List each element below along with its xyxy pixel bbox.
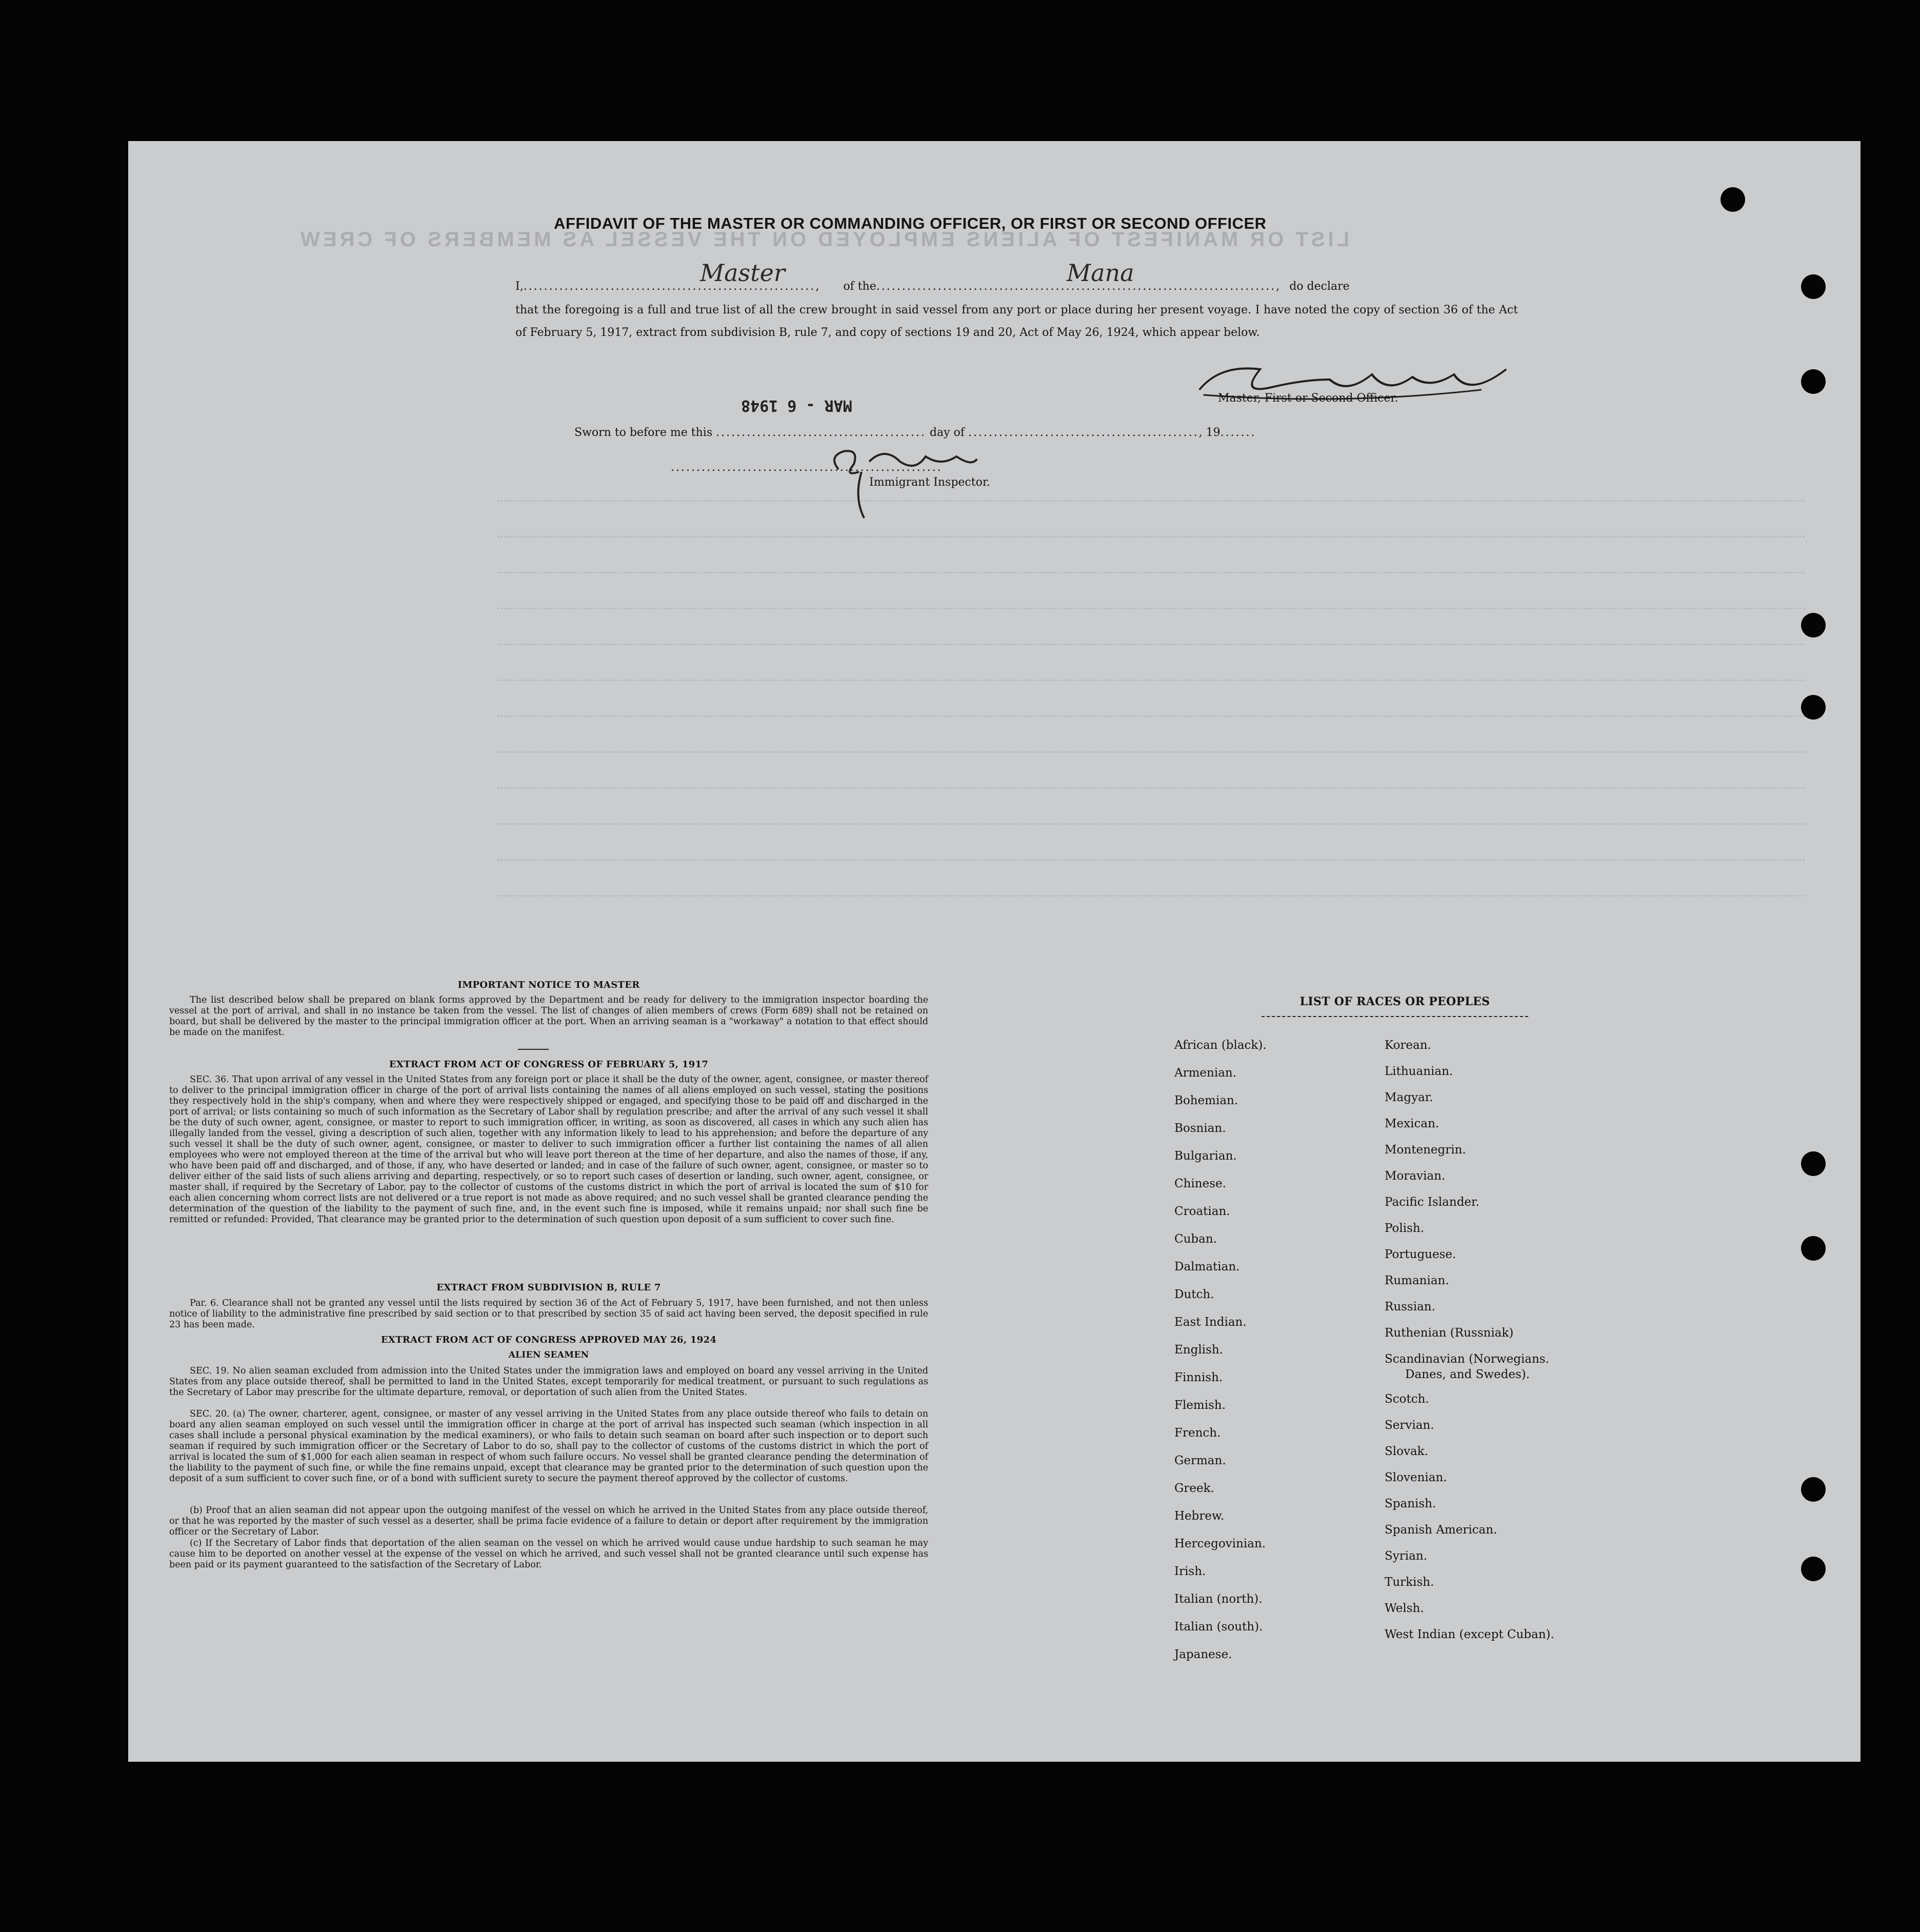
notice-body: The list described below shall be prepared on blank forms approved by the Department and be ready for delivery to the immigration inspector boarding the vessel at the port of arrival, and shall in no instance be taken from the vessel. The list of changes of alien members of crews (Form 689) shall not be retained on board, but shall be delivered by the master to the principal immigration officer at the port. When an arriving seaman is a "workaway" a notation to that effect should be made on the manifest.	[169, 995, 928, 1038]
race-item: Flemish.	[1174, 1399, 1226, 1412]
race-item: Spanish.	[1385, 1497, 1436, 1510]
affidavit-body: that the foregoing is a full and true list of all the crew brought in said vessel from any port or place during her present voyage. I have noted the copy of section 36 of the Act of February 5, 1917, extract from subdivision B, rule 7, and copy of sections 19 and 20, Act of May 26, 1924, which appear below.	[515, 304, 1518, 339]
sec19-body: SEC. 19. No alien seaman excluded from admission into the United States under the immigration laws and employed on board any vessel arriving in the United States from any place outside thereof, shall be permitted to land in the United States, except temporarily for medical treatment, or pursuant to such regulations as the Secretary of Labor may prescribe for the ultimate departure, removal, or deportation of such alien from the United States.	[169, 1366, 928, 1398]
handwritten-vessel-name: Mana	[1067, 259, 1134, 287]
race-item: English.	[1174, 1343, 1223, 1357]
race-item: Montenegrin.	[1385, 1143, 1466, 1157]
binder-hole	[1721, 187, 1745, 212]
race-item: Hercegovinian.	[1174, 1537, 1266, 1550]
race-item: Scandinavian (Norwegians.	[1385, 1352, 1549, 1366]
race-item: Russian.	[1385, 1300, 1435, 1313]
race-item: Servian.	[1385, 1419, 1434, 1432]
race-item: Bohemian.	[1174, 1094, 1238, 1107]
race-item: Italian (north).	[1174, 1592, 1263, 1606]
notice-title: IMPORTANT NOTICE TO MASTER	[457, 980, 640, 990]
race-item: Pacific Islander.	[1385, 1196, 1479, 1209]
sec20c-body: (c) If the Secretary of Labor finds that deportation of the alien seaman on the vessel on which he arrived would cause undue hardship to such seaman he may cause him to be deported on another vessel at the expense of the vessel on which he arrived, and such vessel shall not be granted clearance until such expense has been paid or its payment guaranteed to the satisfaction of the Secretary of Labor.	[169, 1538, 928, 1570]
binder-hole	[1801, 1236, 1826, 1261]
race-item: Italian (south).	[1174, 1620, 1263, 1634]
race-item: Chinese.	[1174, 1177, 1226, 1190]
binder-hole	[1801, 613, 1826, 638]
declarant-prefix: I,	[515, 280, 524, 293]
race-item: Turkish.	[1385, 1576, 1434, 1589]
bleed-through-title: LIST OR MANIFEST OF ALIENS EMPLOYED ON THE VESSEL AS MEMBERS OF CREW	[297, 228, 1350, 251]
race-item: Irish.	[1174, 1565, 1206, 1578]
race-item: French.	[1174, 1426, 1221, 1440]
date-stamp: MAR - 6 1948	[741, 396, 852, 414]
race-item: Dutch.	[1174, 1288, 1214, 1301]
race-item: Greek.	[1174, 1482, 1214, 1495]
sworn-year: 19	[1206, 426, 1221, 439]
sworn-day: day of	[929, 426, 965, 439]
races-title-rule	[1262, 1016, 1528, 1017]
inspector-line: .....................................................	[671, 461, 943, 474]
race-item: Syrian.	[1385, 1549, 1427, 1563]
sworn-prefix: Sworn to before me this	[574, 426, 713, 439]
binder-hole	[1801, 274, 1826, 299]
binder-hole	[1801, 1151, 1826, 1176]
race-item: Polish.	[1385, 1222, 1425, 1235]
race-item: Spanish American.	[1385, 1523, 1497, 1537]
inspector-caption: Immigrant Inspector.	[869, 476, 990, 489]
race-item: Rumanian.	[1385, 1274, 1449, 1287]
declare-suffix: do declare	[1289, 280, 1350, 293]
race-item: Slovenian.	[1385, 1471, 1447, 1484]
race-item: Scotch.	[1385, 1392, 1429, 1406]
race-item: Bosnian.	[1174, 1122, 1226, 1135]
race-item: Croatian.	[1174, 1205, 1230, 1218]
vessel-prefix: of the	[843, 280, 876, 293]
sec20b-body: (b) Proof that an alien seaman did not appear upon the outgoing manifest of the vessel on which he arrived in the United States from any place outside thereof, or that he was reported by the master of such vessel as a deserter, shall be prima facie evidence of a failure to detain or deport after requirement by the immigration officer or the Secretary of Labor.	[169, 1505, 928, 1537]
race-item: Moravian.	[1385, 1169, 1446, 1183]
race-item: Cuban.	[1174, 1232, 1217, 1246]
race-item: Ruthenian (Russniak)	[1385, 1326, 1514, 1340]
extract-rule7-body: Par. 6. Clearance shall not be granted any vessel until the lists required by section 36 of the Act of February 5, 1917, have been furnished, and not then unless notice of liability to the administrative fine prescribed by said section or to that prescribed by section 35 of said act having been served, the deposit specified in rule 23 has been made.	[169, 1298, 928, 1330]
race-item: Slovak.	[1385, 1445, 1428, 1458]
race-item: Hebrew.	[1174, 1509, 1225, 1523]
extract-1924-title: EXTRACT FROM ACT OF CONGRESS APPROVED MAY 26, 1924	[381, 1335, 717, 1345]
race-item: Magyar.	[1385, 1091, 1433, 1104]
race-item: Dalmatian.	[1174, 1260, 1240, 1273]
race-item: African (black).	[1174, 1039, 1267, 1052]
race-item: Portuguese.	[1385, 1248, 1456, 1261]
affidavit-declaration-line: I,........................................................., of the.............................................................................., do declare	[515, 280, 1350, 293]
race-item: Armenian.	[1174, 1066, 1237, 1080]
sec20a-body: SEC. 20. (a) The owner, charterer, agent, consignee, or master of any vessel arriving in the United States from any place outside thereof who fails to detain on board any alien seaman employed on such vessel until the immigration officer in charge at the port of arrival has inspected such seaman (which inspection in all cases shall include a personal physical examination by the medical examiners), or who fails to detain such seaman on board after such inspection or to deport such seaman if required by such immigration officer or the Secretary of Labor to do so, shall pay to the collector of customs of the customs district in which the port of arrival is located the sum of $1,000 for each alien seaman in respect of whom such failure occurs. No vessel shall be granted clearance pending the determination of the liability to the payment of such fine, or while the fine remains unpaid, except that clearance may be granted prior to the determination of such question upon the deposit of a sum sufficient to cover such fine, or of a bond with sufficient surety to secure the payment thereof approved by the collector of customs.	[169, 1409, 928, 1484]
race-item: Welsh.	[1385, 1602, 1424, 1615]
extract-1917-title: EXTRACT FROM ACT OF CONGRESS OF FEBRUARY 5, 1917	[389, 1059, 709, 1070]
signature-caption: Master, First or Second Officer.	[1218, 392, 1398, 405]
race-item: East Indian.	[1174, 1316, 1247, 1329]
notice-separator	[518, 1049, 549, 1050]
extract-rule7-title: EXTRACT FROM SUBDIVISION B, RULE 7	[436, 1282, 661, 1293]
races-title: LIST OF RACES OR PEOPLES	[1299, 995, 1490, 1008]
binder-hole	[1801, 1557, 1826, 1581]
race-item: Finnish.	[1174, 1371, 1223, 1384]
race-item: Lithuanian.	[1385, 1065, 1453, 1078]
race-item: West Indian (except Cuban).	[1385, 1628, 1554, 1641]
manifest-page	[128, 141, 1861, 1762]
extract-1924-subtitle: ALIEN SEAMEN	[508, 1350, 589, 1360]
binder-hole	[1801, 695, 1826, 720]
race-item: Korean.	[1385, 1039, 1431, 1052]
race-item: Danes, and Swedes).	[1405, 1368, 1530, 1381]
race-item: Japanese.	[1174, 1648, 1232, 1661]
extract-1917-body: SEC. 36. That upon arrival of any vessel in the United States from any foreign port or place it shall be the duty of the owner, agent, consignee, or master thereof to deliver to the principal immigration officer in charge of the port of arrival lists containing the names of all aliens employed on such vessel, stating the positions they respectively hold in the ship's company, when and where they were respectively shipped or engaged, and specifying those to be paid off and discharged in the port of arrival; or lists containing so much of such information as the Secretary of Labor shall by regulation prescribe; and after the arrival of any such vessel it shall be the duty of such owner, agent, consignee, or master to report to such immigration officer, in writing, as soon as discovered, all cases in which any such alien has illegally landed from the vessel, giving a description of such alien, together with any information likely to lead to his apprehension; and before the departure of any such vessel it shall be the duty of such owner, agent, consignee, or master to deliver to such immigration officer a further list containing the names of all alien employees who were not employed thereon at the time of the arrival but who will leave port thereon at the time of her departure, and also the names of those, if any, who have been paid off and discharged, and of those, if any, who have deserted or landed; and in case of the failure of such owner, agent, consignee, or master so to deliver either of the said lists of such aliens arriving and departing, respectively, or so to report such cases of desertion or landing, such owner, agent, consignee, or master shall, if required by the Secretary of Labor, pay to the collector of customs of the customs district in which the port of arrival is located the sum of $10 for each alien concerning whom correct lists are not delivered or a true report is not made as above required; and no such vessel shall be granted clearance pending the determination of the question of the liability to the payment of such fine, and, in the event such fine is imposed, while it remains unpaid; nor shall such fine be remitted or refunded: Provided, That clearance may be granted prior to the determination of such question upon deposit of a sum sufficient to cover such fine.	[169, 1074, 928, 1225]
sworn-line: Sworn to before me this ......................................... day of ............................................., 19.......	[574, 426, 1256, 439]
binder-hole	[1801, 369, 1826, 394]
race-item: Bulgarian.	[1174, 1149, 1237, 1163]
affidavit-title: AFFIDAVIT OF THE MASTER OR COMMANDING OFFICER, OR FIRST OR SECOND OFFICER	[554, 214, 1267, 232]
binder-hole	[1801, 1477, 1826, 1502]
handwritten-master: Master	[700, 259, 785, 287]
race-item: Mexican.	[1385, 1117, 1439, 1130]
race-item: German.	[1174, 1454, 1226, 1467]
